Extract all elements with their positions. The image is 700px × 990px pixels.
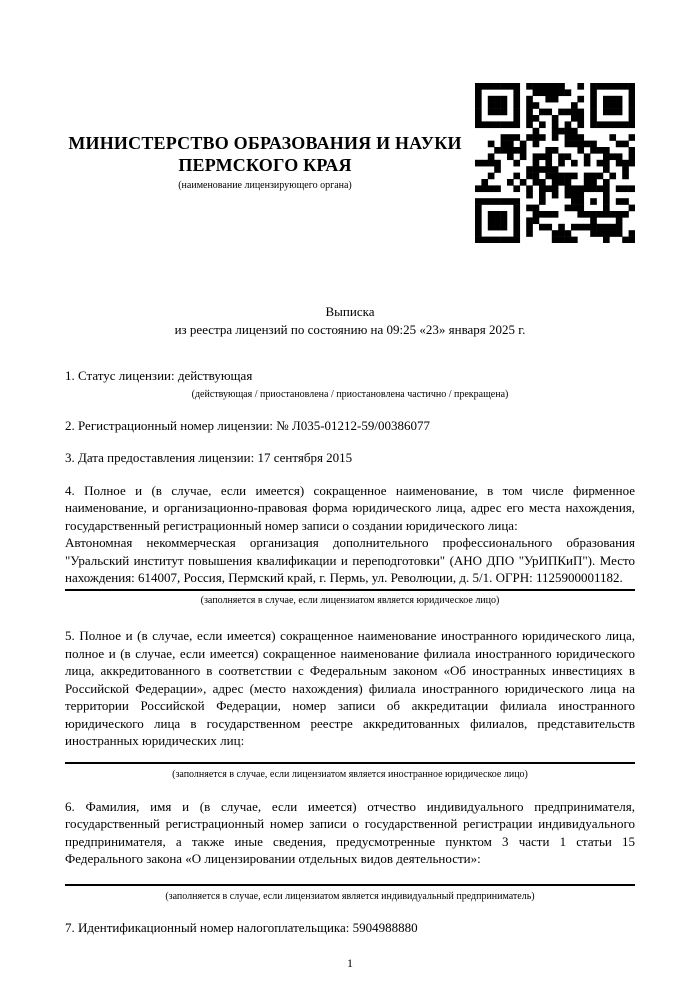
extract-subtitle: из реестра лицензий по состоянию на 09:25 «23» января 2025 г.: [174, 321, 526, 337]
item-license-status-caption: (действующая / приостановлена / приостановлена частично / прекращена): [191, 388, 509, 400]
item-legal-entity-caption: (заполняется в случае, если лицензиатом является юридическое лицо): [200, 595, 500, 607]
ministry-caption: (наименование лицензирующего органа): [178, 179, 352, 191]
licensing-authority: [65, 83, 475, 191]
fill-line-individual-entrepreneur: [65, 884, 635, 886]
item-legal-entity-value: Автономная некоммерческая организация дополнительного профессионального образования "Уральский институт повышения квалификации и переподготовки" (АНО ДПО "УрИПКиП"). Место нахождения: 614007, Россия, Пермский край, г. Пермь, ул. Революции, д. 5/1. ОГРН: 1125900001182.: [65, 535, 635, 586]
item-foreign-entity-caption: (заполняется в случае, если лицензиатом является иностранное юридическое лицо): [172, 768, 528, 780]
page-number: 1: [347, 955, 353, 970]
item-grant-date: 3. Дата предоставления лицензии: 17 сентября 2015: [65, 450, 353, 466]
item-legal-entity-label: 4. Полное и (в случае, если имеется) сокращенное наименование, в том числе фирменное наименование, и организационно-правовая форма юридического лица, адрес его места нахождения, государственный регистрационный номер записи о создании юридического лица:: [65, 482, 635, 533]
qr-code-image: [475, 83, 635, 243]
item-individual-entrepreneur-caption: (заполняется в случае, если лицензиатом является индивидуальный предприниматель): [165, 891, 535, 903]
item-taxpayer-number: 7. Идентификационный номер налогоплательщика: 5904988880: [65, 920, 418, 936]
qr-code: [475, 83, 635, 243]
extract-title: Выписка: [325, 304, 375, 319]
item-foreign-entity-label: 5. Полное и (в случае, если имеется) сокращенное наименование иностранного юридического лица, полное и (в случае, если имеется) сокращенное наименование филиала иностранного юридического лица, аккредитованного в соответствии с Федеральным законом «Об иностранных инвестициях в Российской Федерации», адрес (место нахождения) филиала иностранного юридического лица на территории Российской Федерации, номер записи об аккредитации филиала иностранного юридического лица в государственном реестре аккредитованных филиалов, представительств иностранных юридических лиц:: [65, 628, 635, 749]
document-header: [65, 83, 635, 243]
item-individual-entrepreneur: [65, 798, 635, 903]
item-legal-entity: [65, 482, 635, 607]
extract-title-block: [65, 303, 635, 338]
fill-line-foreign-entity: [65, 762, 635, 764]
ministry-name-line2: ПЕРМСКОГО КРАЯ: [178, 154, 352, 175]
item-foreign-entity: [65, 627, 635, 781]
item-registration-number: 2. Регистрационный номер лицензии: № Л035-01212-59/00386077: [65, 417, 431, 433]
ministry-name-line1: МИНИСТЕРСТВО ОБРАЗОВАНИЯ И НАУКИ: [68, 133, 462, 153]
item-license-status: 1. Статус лицензии: действующая: [65, 368, 253, 384]
fill-line-legal-entity: [65, 589, 635, 591]
item-individual-entrepreneur-label: 6. Фамилия, имя и (в случае, если имеется) отчество индивидуального предпринимателя, государственный регистрационный номер записи о государственной регистрации индивидуального предпринимателя, а также иные сведения, предусмотренные пунктом 3 части 1 статьи 15 Федерального закона «О лицензировании отдельных видов деятельности»:: [65, 798, 635, 867]
